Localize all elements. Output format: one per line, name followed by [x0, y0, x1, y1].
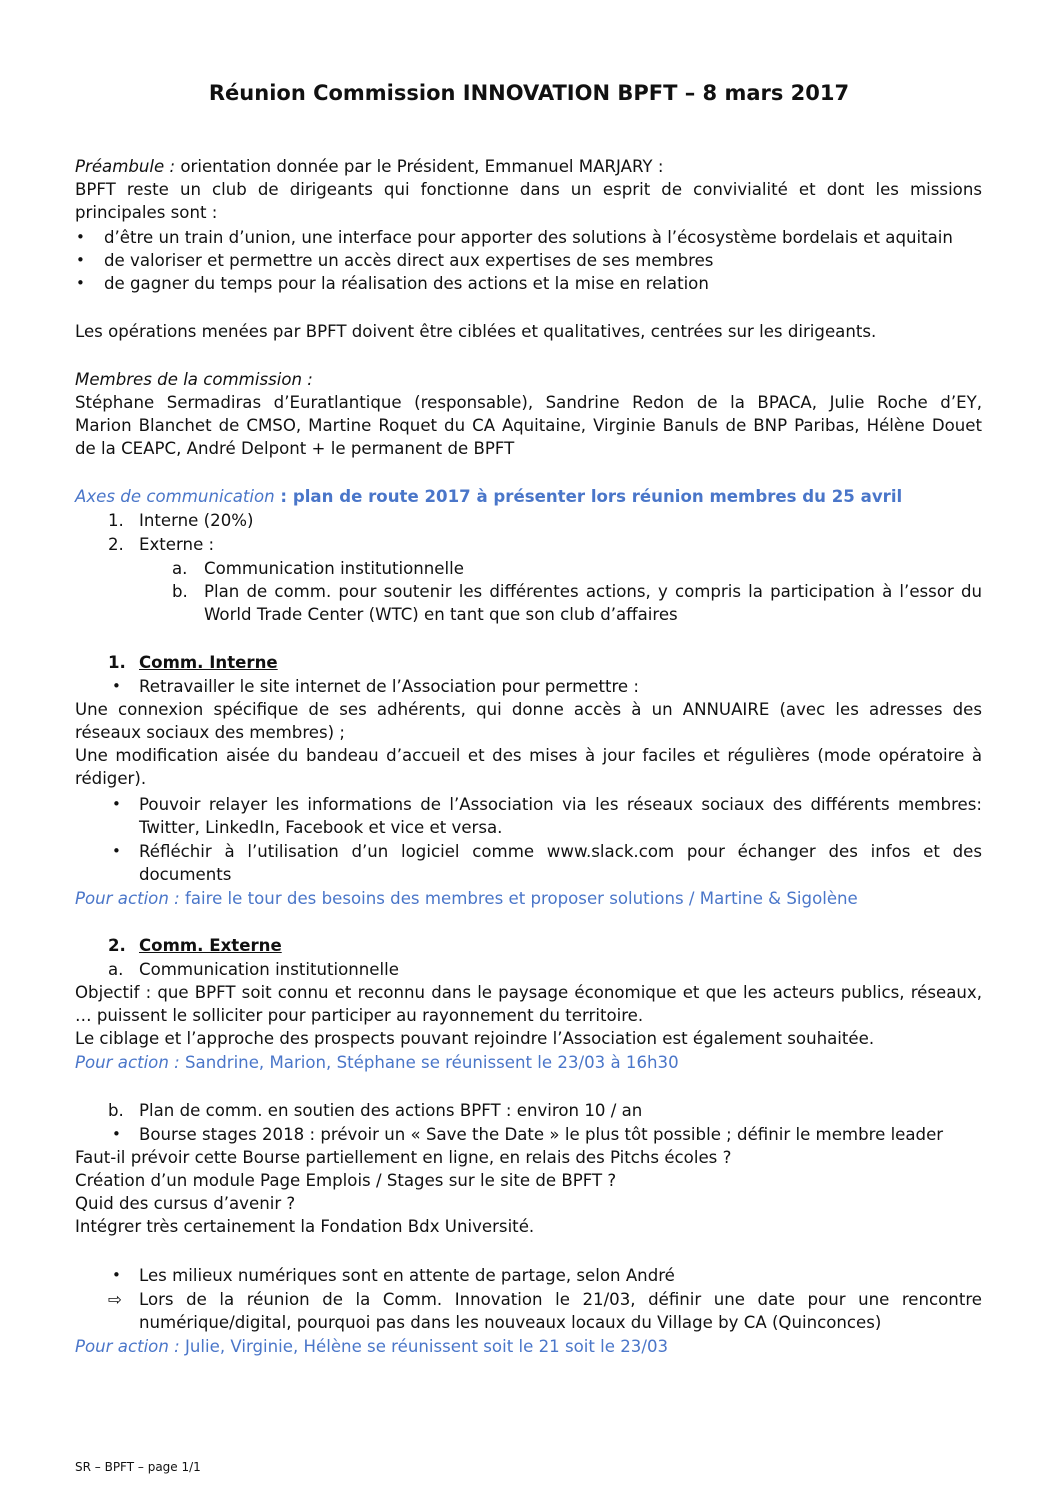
axes-item-b-line1: Plan de comm. pour soutenir les différentes actions, y compris la participation à l’essor du: [204, 582, 982, 601]
page-footer: SR – BPFT – page 1/1: [75, 1460, 201, 1474]
axes-highlight: plan de route 2017 à présenter lors réunion membres du 25 avril: [287, 487, 903, 506]
interne-action-label: Pour action :: [75, 889, 180, 908]
interne-para2-line2: rédiger).: [75, 769, 147, 788]
externe-question-2: Création d’un module Page Emplois / Stages sur le site de BPFT ?: [75, 1171, 617, 1190]
preamble-bullet-1: d’être un train d’union, une interface pour apporter des solutions à l’écosystème bordelais et aquitain: [104, 228, 953, 247]
preamble-label: Préambule :: [75, 157, 176, 176]
axes-item-1: Interne (20%): [139, 511, 254, 530]
axes-item-2: Externe :: [139, 535, 215, 554]
externe-question-1: Faut-il prévoir cette Bourse partiellement en ligne, en relais des Pitchs écoles ?: [75, 1148, 732, 1167]
externe-lors-line2: numérique/digital, pourquoi pas dans les nouveaux locaux du Village by CA (Quinconces): [139, 1313, 882, 1332]
axes-num-1: 1.: [108, 511, 124, 530]
externe-milieux: Les milieux numériques sont en attente de partage, selon André: [139, 1266, 675, 1285]
axes-num-2: 2.: [108, 535, 124, 554]
interne-para1-line1: Une connexion spécifique de ses adhérents, qui donne accès à un ANNUAIRE (avec les adresses des: [75, 700, 982, 719]
axes-colon: :: [274, 487, 288, 506]
externe-action-2-text: Julie, Virginie, Hélène se réunissent soit le 21 soit le 23/03: [179, 1337, 669, 1356]
axes-item-a: Communication institutionnelle: [204, 559, 464, 578]
bullet-icon: •: [76, 228, 85, 246]
externe-action-2: [75, 1335, 668, 1358]
externe-item-a: Communication institutionnelle: [139, 960, 399, 979]
externe-action-2-label: Pour action :: [75, 1337, 180, 1356]
axes-line: [75, 485, 902, 508]
externe-objective-line2: … puissent le solliciter pour participer au rayonnement du territoire.: [75, 1006, 644, 1025]
members-label: Membres de la commission :: [75, 370, 313, 389]
members-line1: Stéphane Sermadiras d’Euratlantique (responsable), Sandrine Redon de la BPACA, Julie Roche d’EY,: [75, 393, 982, 412]
externe-action-1: [75, 1051, 679, 1074]
axes-letter-b: b.: [172, 582, 188, 601]
preamble-line: [75, 155, 663, 178]
externe-bourse: Bourse stages 2018 : prévoir un « Save the Date » le plus tôt possible ; définir le membre leader: [139, 1125, 944, 1144]
bullet-icon: •: [76, 274, 85, 292]
externe-letter-a: a.: [108, 960, 124, 979]
externe-item-b: Plan de comm. en soutien des actions BPFT : environ 10 / an: [139, 1101, 643, 1120]
preamble-paragraph-line2: principales sont :: [75, 203, 218, 222]
externe-ciblage: Le ciblage et l’approche des prospects pouvant rejoindre l’Association est également souhaitée.: [75, 1029, 875, 1048]
externe-heading: Comm. Externe: [139, 936, 282, 955]
preamble-bullet-3: de gagner du temps pour la réalisation des actions et la mise en relation: [104, 274, 709, 293]
bullet-icon: •: [112, 677, 121, 695]
externe-objective-line1: Objectif : que BPFT soit connu et reconnu dans le paysage économique et que les acteurs publics, réseaux,: [75, 983, 982, 1002]
preamble-bullet-2: de valoriser et permettre un accès direct aux expertises de ses membres: [104, 251, 714, 270]
interne-bullet-2-line2: Twitter, LinkedIn, Facebook et vice et versa.: [139, 818, 503, 837]
interne-action: [75, 887, 858, 910]
arrow-right-icon: ⇨: [108, 1290, 122, 1309]
interne-para1-line2: réseaux sociaux des membres) ;: [75, 723, 345, 742]
interne-bullet-2-line1: Pouvoir relayer les informations de l’Association via les réseaux sociaux des différents membres:: [139, 795, 982, 814]
interne-para2-line1: Une modification aisée du bandeau d’accueil et des mises à jour faciles et régulières (mode opératoire à: [75, 746, 982, 765]
members-line2: Marion Blanchet de CMSO, Martine Roquet du CA Aquitaine, Virginie Banuls de BNP Paribas, Hélène Douet: [75, 416, 982, 435]
externe-lors-line1: Lors de la réunion de la Comm. Innovation le 21/03, définir une date pour une rencontre: [139, 1290, 982, 1309]
interne-bullet-3-line2: documents: [139, 865, 232, 884]
operations-text: Les opérations menées par BPFT doivent être ciblées et qualitatives, centrées sur les dirigeants.: [75, 322, 877, 341]
bullet-icon: •: [76, 251, 85, 269]
externe-question-3: Quid des cursus d’avenir ?: [75, 1194, 296, 1213]
externe-question-4: Intégrer très certainement la Fondation Bdx Université.: [75, 1217, 535, 1236]
interne-num: 1.: [108, 653, 126, 672]
interne-heading: Comm. Interne: [139, 653, 278, 672]
members-line3: de la CEAPC, André Delpont + le permanent de BPFT: [75, 439, 515, 458]
bullet-icon: •: [112, 842, 121, 860]
interne-bullet-3-line1: Réfléchir à l’utilisation d’un logiciel comme www.slack.com pour échanger des infos et des: [139, 842, 982, 861]
interne-bullet-1: Retravailler le site internet de l’Association pour permettre :: [139, 677, 639, 696]
page-title: Réunion Commission INNOVATION BPFT – 8 mars 2017: [208, 81, 850, 105]
externe-action-1-text: Sandrine, Marion, Stéphane se réunissent le 23/03 à 16h30: [179, 1053, 679, 1072]
preamble-text: orientation donnée par le Président, Emmanuel MARJARY :: [175, 157, 664, 176]
preamble-paragraph-line1: BPFT reste un club de dirigeants qui fonctionne dans un esprit de convivialité et dont les missions: [75, 180, 982, 199]
bullet-icon: •: [112, 795, 121, 813]
externe-action-1-label: Pour action :: [75, 1053, 180, 1072]
axes-letter-a: a.: [172, 559, 188, 578]
interne-action-text: faire le tour des besoins des membres et proposer solutions / Martine & Sigolène: [179, 889, 858, 908]
bullet-icon: •: [112, 1125, 121, 1143]
bullet-icon: •: [112, 1266, 121, 1284]
externe-letter-b: b.: [108, 1101, 124, 1120]
axes-label: Axes de communication: [75, 487, 275, 506]
externe-num: 2.: [108, 936, 126, 955]
axes-item-b-line2: World Trade Center (WTC) en tant que son club d’affaires: [204, 605, 678, 624]
